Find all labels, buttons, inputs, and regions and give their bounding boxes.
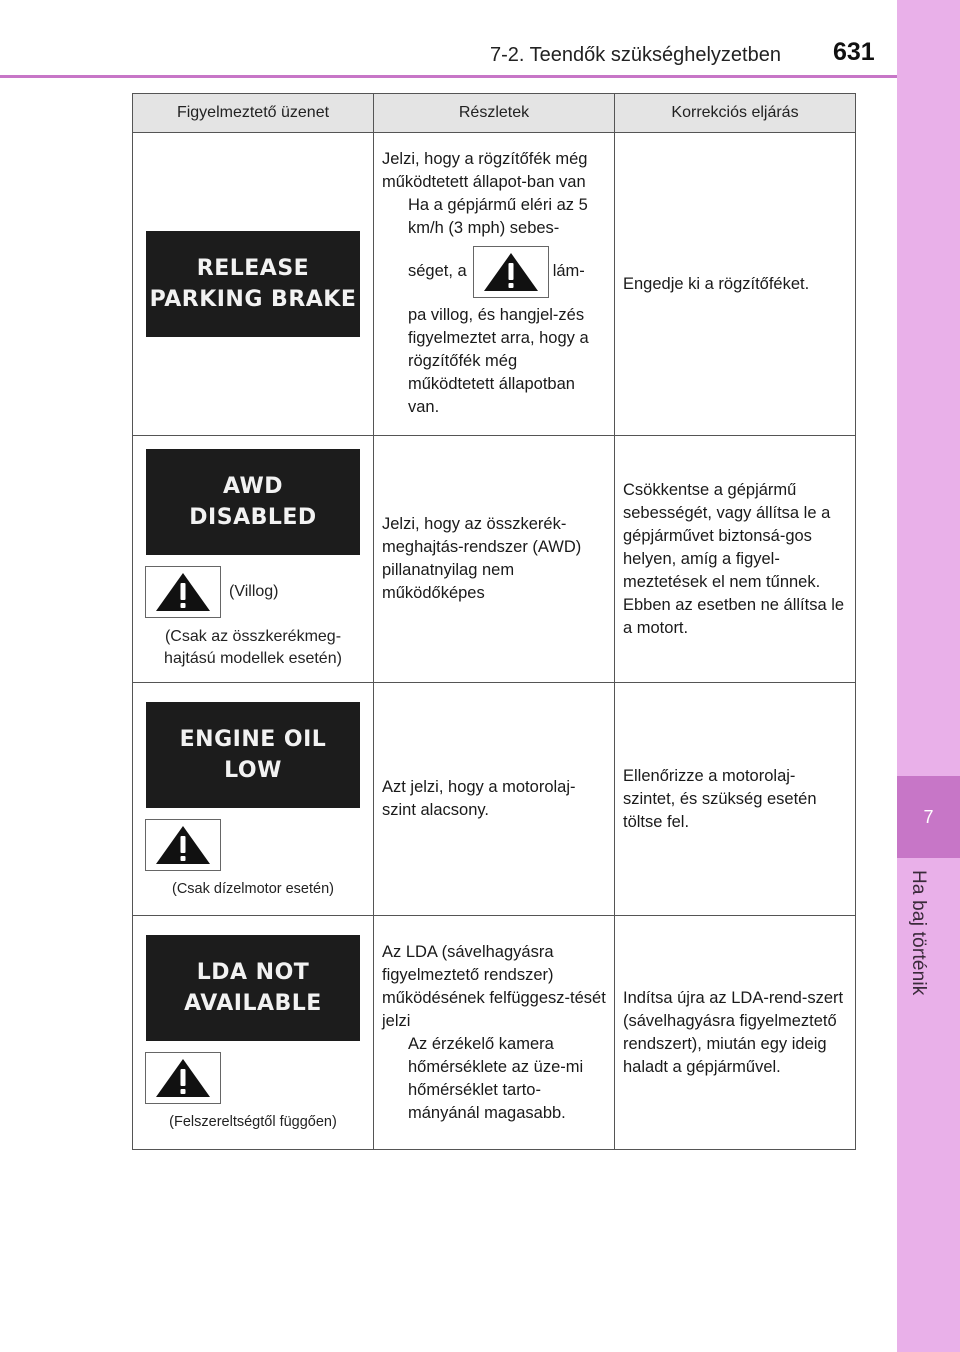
action-cell xyxy=(615,683,856,916)
section-title: 7-2. Teendők szükséghelyzetben xyxy=(490,44,781,66)
message-cell xyxy=(133,683,374,916)
warning-light-icon xyxy=(145,819,221,871)
blink-note: (Villog) xyxy=(229,582,279,600)
page-number: 631 xyxy=(833,38,875,66)
details-text: Az érzékelő kamera hőmérséklete az üze-mi hőmérséklet tarto-mányánál magasabb. xyxy=(408,1034,584,1122)
table-row xyxy=(133,916,856,1150)
warning-message-table xyxy=(132,93,856,1150)
action-cell xyxy=(615,133,856,436)
display-message-screen: ENGINE OIL LOW xyxy=(146,702,360,808)
details-text: lám- xyxy=(552,262,585,280)
details-text: Az LDA (sávelhagyásra figyelmeztető rendszer) működésének felfüggesz-tését jelzi xyxy=(382,942,606,1030)
message-cell xyxy=(133,436,374,683)
model-note: (Csak dízelmotor esetén) xyxy=(172,880,334,897)
column-header: Figyelmeztető üzenet xyxy=(133,94,374,133)
details-cell xyxy=(374,683,615,916)
warning-light-icon xyxy=(145,1052,221,1104)
header-rule xyxy=(0,75,897,78)
action-cell xyxy=(615,916,856,1150)
column-header: Részletek xyxy=(374,94,615,133)
message-cell xyxy=(133,133,374,436)
chapter-label: Ha baj történik xyxy=(908,870,929,996)
chapter-side-tab xyxy=(897,0,960,1352)
warning-light-icon xyxy=(145,566,221,618)
details-cell xyxy=(374,133,615,436)
table-row xyxy=(133,133,856,436)
model-note: (Csak az összkerékmeg-hajtású modellek esetén) xyxy=(164,627,342,667)
display-message-screen: RELEASE PARKING BRAKE xyxy=(146,231,360,337)
details-inline-icon-line xyxy=(382,246,606,298)
model-note: (Felszereltségtől függően) xyxy=(169,1114,337,1130)
action-text: Ellenőrizze a motorolaj-szintet, és szükség esetén töltse fel. xyxy=(623,766,817,831)
action-text: Engedje ki a rögzítőféket. xyxy=(623,274,810,293)
details-text: Jelzi, hogy a rögzítőfék még működtetett állapot-ban van xyxy=(382,149,588,191)
details-text: Ha a gépjármű eléri az 5 km/h (3 mph) sebes- xyxy=(408,195,588,237)
table-header-row xyxy=(133,94,856,133)
details-text: Jelzi, hogy az összkerék-meghajtás-rendszer (AWD) pillanatnyilag nem működőképes xyxy=(382,515,582,602)
column-header: Korrekciós eljárás xyxy=(615,94,856,133)
message-cell xyxy=(133,916,374,1150)
display-message-screen: AWD DISABLED xyxy=(146,449,360,555)
display-message-screen: LDA NOT AVAILABLE xyxy=(146,935,360,1041)
table-row xyxy=(133,436,856,683)
details-cell xyxy=(374,916,615,1150)
action-cell xyxy=(615,436,856,683)
details-text: Azt jelzi, hogy a motorolaj-szint alacsony. xyxy=(382,778,576,819)
details-text: pa villog, és hangjel-zés figyelmeztet arra, hogy a rögzítőfék még működtetett állapotban van. xyxy=(408,305,589,416)
details-text: séget, a xyxy=(408,262,467,280)
action-text: Indítsa újra az LDA-rend-szert (sávelhagyásra figyelmeztető rendszert), miután egy ideig haladt a gépjárművel. xyxy=(623,988,844,1076)
table-row xyxy=(133,683,856,916)
chapter-number: 7 xyxy=(897,776,960,858)
action-text: Csökkentse a gépjármű sebességét, vagy állítsa le a gépjárművet biztonsá-gos helyen, amíg a figyel-meztetések el nem tűnnek. Ebben az esetben ne állítsa le a motort. xyxy=(623,480,845,637)
warning-light-icon xyxy=(473,246,549,298)
details-cell xyxy=(374,436,615,683)
